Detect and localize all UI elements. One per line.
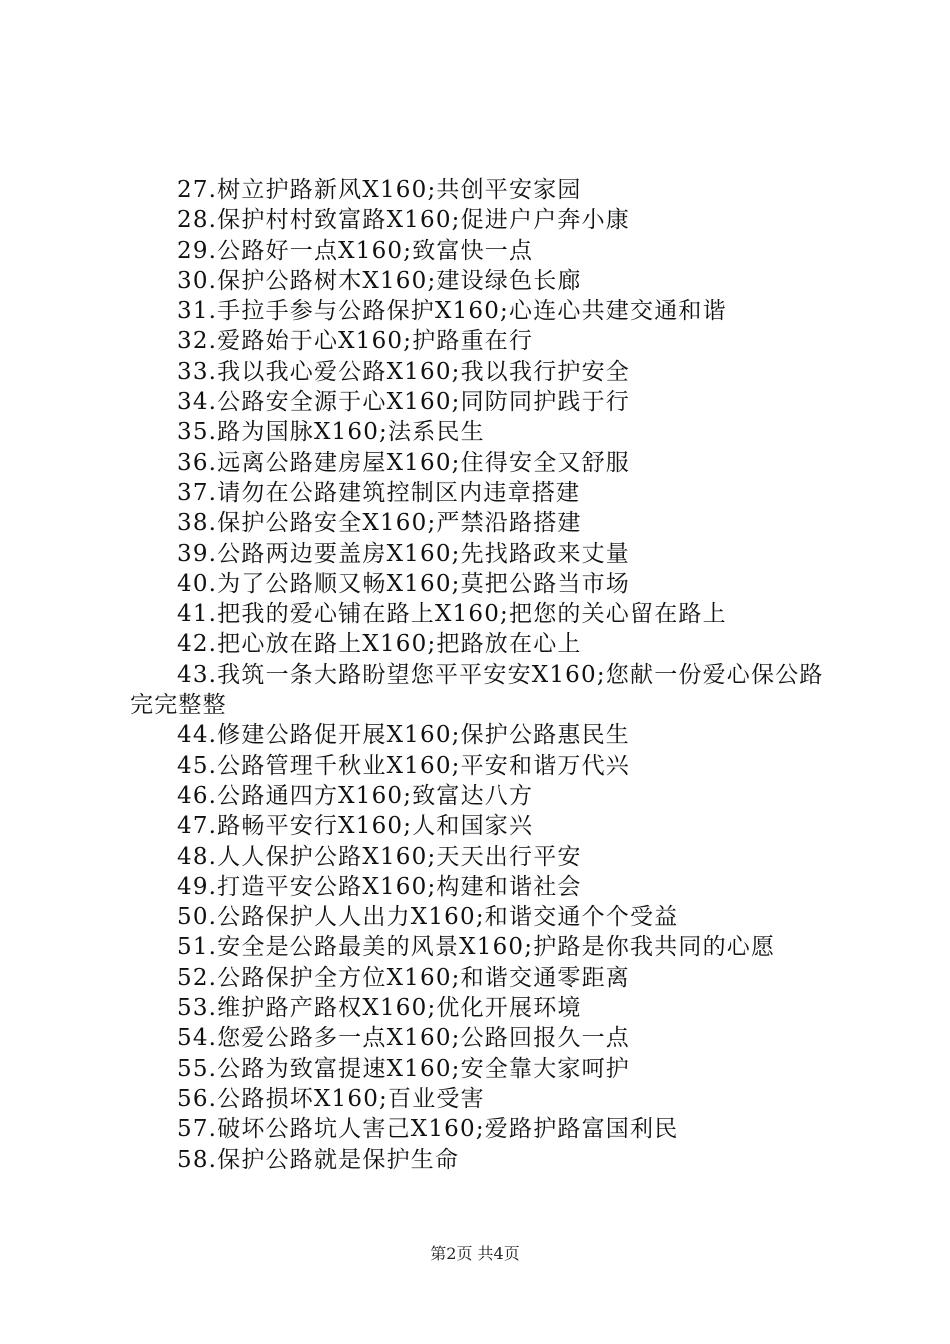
list-item: 41.把我的爱心铺在路上X160;把您的关心留在路上 xyxy=(177,601,727,628)
list-item: 56.公路损坏X160;百业受害 xyxy=(177,1085,485,1112)
list-item: 54.您爱公路多一点X160;公路回报久一点 xyxy=(177,1025,631,1052)
list-item: 46.公路通四方X160;致富达八方 xyxy=(177,782,534,809)
slogan-list xyxy=(130,175,835,1175)
list-item: 36.远离公路建房屋X160;住得安全又舒服 xyxy=(177,449,631,476)
list-item: 58.保护公路就是保护生命 xyxy=(177,1146,460,1173)
list-item: 30.保护公路树木X160;建设绿色长廊 xyxy=(177,267,582,294)
list-item: 40.为了公路顺又畅X160;莫把公路当市场 xyxy=(177,570,631,597)
list-item: 57.破坏公路坑人害己X160;爱路护路富国利民 xyxy=(177,1116,679,1143)
list-item: 48.人人保护公路X160;天天出行平安 xyxy=(177,843,582,870)
list-item: 31.手拉手参与公路保护X160;心连心共建交通和谐 xyxy=(177,298,727,325)
list-item: 37.请勿在公路建筑控制区内违章搭建 xyxy=(177,479,581,506)
list-item: 52.公路保护全方位X160;和谐交通零距离 xyxy=(177,964,631,991)
page-number-footer: 第2页 共4页 xyxy=(430,1244,520,1263)
list-item: 42.把心放在路上X160;把路放在心上 xyxy=(177,631,582,658)
list-item: 33.我以我心爱公路X160;我以我行护安全 xyxy=(177,358,631,385)
list-item: 53.维护路产路权X160;优化开展环境 xyxy=(177,995,582,1022)
list-item: 39.公路两边要盖房X160;先找路政来丈量 xyxy=(177,540,631,567)
list-item: 47.路畅平安行X160;人和国家兴 xyxy=(177,813,534,840)
list-item: 34.公路安全源于心X160;同防同护践于行 xyxy=(177,389,631,416)
list-item: 43.我筑一条大路盼望您平平安安X160;您献一份爱心保公路完完整整 xyxy=(130,661,824,719)
list-item: 51.安全是公路最美的风景X160;护路是你我共同的心愿 xyxy=(177,934,776,961)
list-item: 49.打造平安公路X160;构建和谐社会 xyxy=(177,873,582,900)
list-item: 38.保护公路安全X160;严禁沿路搭建 xyxy=(177,510,582,537)
list-item: 50.公路保护人人出力X160;和谐交通个个受益 xyxy=(177,904,679,931)
list-item: 55.公路为致富提速X160;安全靠大家呵护 xyxy=(177,1055,631,1082)
list-item: 32.爱路始于心X160;护路重在行 xyxy=(177,328,534,355)
list-item: 28.保护村村致富路X160;促进户户奔小康 xyxy=(177,207,631,234)
list-item: 29.公路好一点X160;致富快一点 xyxy=(177,237,534,264)
list-item: 44.修建公路促开展X160;保护公路惠民生 xyxy=(177,722,631,749)
list-item: 45.公路管理千秋业X160;平安和谐万代兴 xyxy=(177,752,631,779)
list-item: 27.树立护路新风X160;共创平安家园 xyxy=(177,177,582,203)
list-item: 35.路为国脉X160;法系民生 xyxy=(177,419,485,446)
